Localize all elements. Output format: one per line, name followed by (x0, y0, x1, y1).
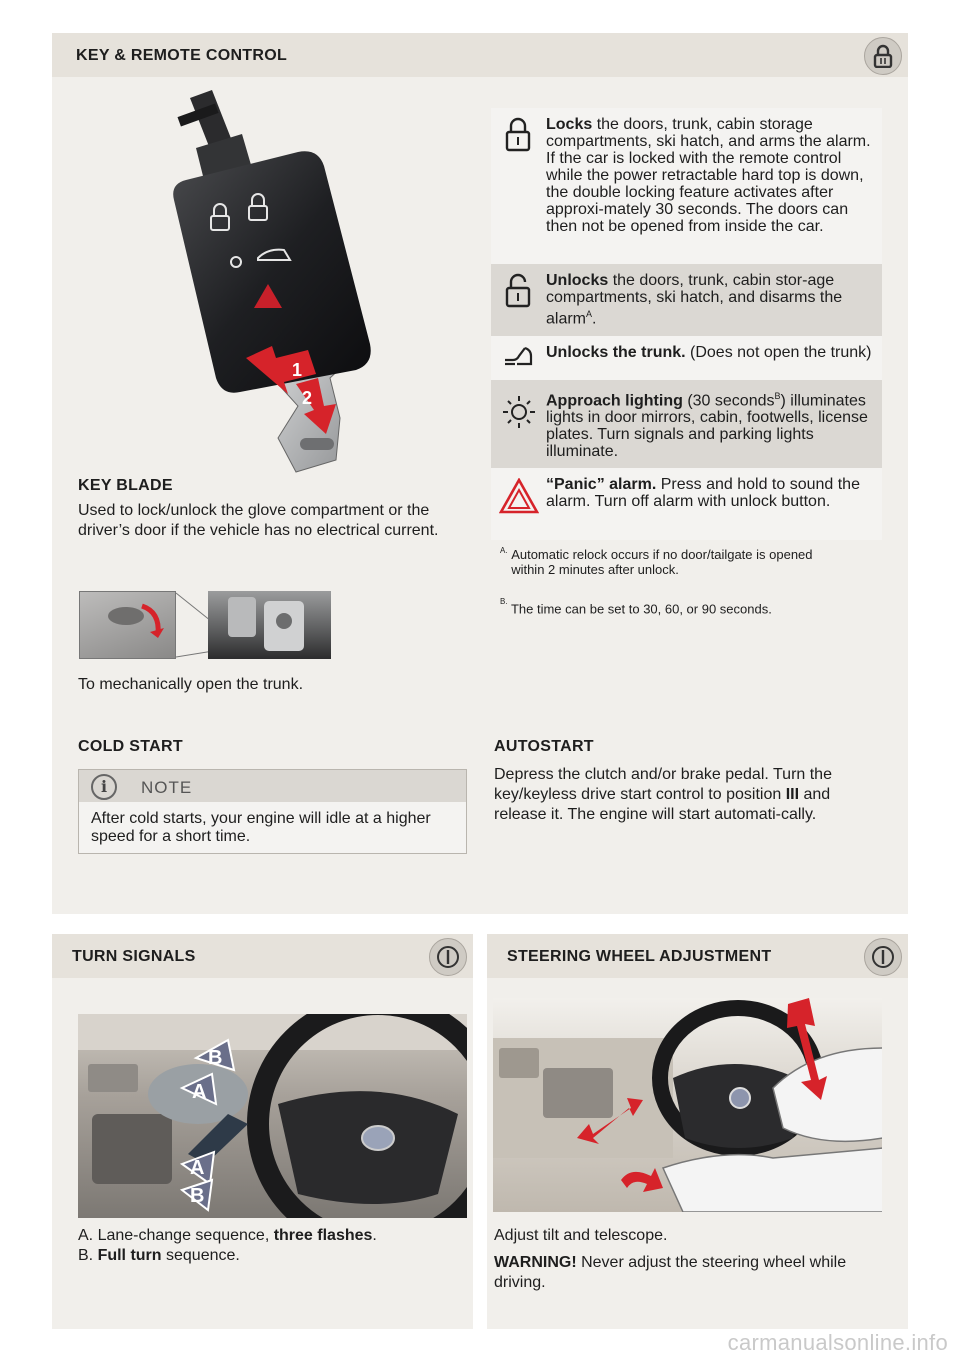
line-a-suffix: . (372, 1227, 377, 1244)
autostart-heading: AUTOSTART (494, 738, 594, 755)
panic-alarm-icon (499, 478, 539, 514)
feature-unlock-after: . (592, 310, 597, 328)
autostart-position: III (785, 786, 800, 803)
feature-lock-title: Locks (546, 116, 593, 133)
warning-text: Never adjust the steering wheel while driving. (494, 1254, 847, 1291)
turn-signal-photo (78, 1014, 467, 1218)
section-title: KEY & REMOTE CONTROL (76, 47, 288, 64)
autostart-text-part2: and release it. The engine will start automati-cally. (494, 786, 831, 823)
feature-approach-text: (30 seconds (682, 392, 775, 410)
trunk-lock-photo (208, 591, 331, 659)
line-a-prefix: A. Lane-change sequence, (78, 1227, 274, 1244)
feature-lock-text: the doors, trunk, cabin storage compartments, ski hatch, and arms the alarm. If the car is locked with the remote control while the power retractable hard top is down, the double locking feature activates after approxi-mately 30 seconds. The doors can then not be opened from inside the car. (546, 116, 871, 235)
steering-info-icon (864, 938, 902, 976)
key-blade-heading: KEY BLADE (78, 477, 173, 494)
autostart-text-part1: Depress the clutch and/or brake pedal. Turn the key/keyless drive start control to position (494, 766, 832, 803)
turn-signal-line-b (78, 1246, 240, 1266)
note-text: After cold starts, your engine will idle at a higher speed for a short time. (91, 810, 431, 845)
feature-panic-title: “Panic” alarm. (546, 476, 657, 493)
warning-label: WARNING! (494, 1254, 577, 1271)
footnote-b-mark: B. (500, 597, 508, 606)
cold-start-heading: COLD START (78, 738, 183, 755)
turn-signal-line-a (78, 1226, 377, 1246)
callout-2-label: 2 (302, 388, 313, 408)
steering-warning (494, 1253, 874, 1293)
feature-row-unlock (491, 264, 882, 336)
steering-info-icon (429, 938, 467, 976)
trunk-caption: To mechanically open the trunk. (78, 676, 304, 693)
callout-1-label: 1 (292, 360, 303, 380)
line-b-suffix: sequence. (161, 1247, 240, 1264)
footnote-ref-b: B (774, 391, 781, 401)
trunk-icon (499, 340, 539, 376)
label-b-upper: B (208, 1047, 223, 1069)
feature-row-panic (491, 468, 882, 540)
label-a-lower: A (190, 1157, 205, 1179)
section-title: STEERING WHEEL ADJUSTMENT (507, 948, 772, 965)
footnote-b (500, 598, 860, 616)
lock-closed-icon (499, 116, 539, 152)
feature-trunk-text: (Does not open the trunk) (685, 344, 872, 361)
key-remote-header (52, 33, 908, 77)
footnote-a (500, 547, 860, 577)
footnote-b-text: The time can be set to 30, 60, or 90 seconds. (510, 601, 772, 617)
autostart-text (494, 765, 884, 825)
feature-row-approach (491, 380, 882, 468)
label-b-lower: B (190, 1185, 205, 1207)
steering-header (487, 934, 908, 978)
turn-signals-header (52, 934, 473, 978)
footnote-ref-a: A (586, 309, 593, 319)
section-title: TURN SIGNALS (72, 948, 196, 965)
feature-approach-after: ) illuminates lights in door mirrors, cabin, footwells, license plates. Turn signals and parking lights illuminate. (546, 392, 868, 461)
feature-panic-text: Press and hold to sound the alarm. Turn off alarm with unlock button. (546, 476, 860, 510)
feature-unlock-text: the doors, trunk, cabin stor-age compartments, ski hatch, and disarms the alarm (546, 272, 843, 328)
key-fob-illustration (160, 88, 400, 478)
key-blade-text: Used to lock/unlock the glove compartment or the driver’s door if the vehicle has no electrical current. (78, 502, 439, 539)
feature-trunk-title: Unlocks the trunk. (546, 344, 686, 361)
info-icon: i (91, 774, 117, 800)
line-a-bold: three flashes (273, 1227, 373, 1244)
steering-caption: Adjust tilt and telescope. (494, 1227, 668, 1244)
feature-row-lock (491, 108, 882, 264)
padlock-icon (864, 37, 902, 75)
lock-open-icon (499, 272, 539, 308)
approach-light-icon (499, 394, 539, 430)
footnote-a-mark: A. (500, 546, 508, 555)
feature-row-trunk (491, 336, 882, 380)
feature-approach-title: Approach lighting (546, 392, 683, 410)
line-b-bold: Full turn (97, 1247, 162, 1264)
feature-unlock-title: Unlocks (546, 272, 609, 289)
note-label: NOTE (141, 778, 193, 797)
note-box (78, 769, 467, 854)
steering-wheel-photo (493, 998, 882, 1212)
trunk-button-thumbnail (79, 591, 176, 659)
line-b-prefix: B. (78, 1247, 98, 1264)
footnote-a-text: Automatic relock occurs if no door/tailgate is opened within 2 minutes after unlock. (511, 547, 813, 577)
watermark: carmanualsonline.info (727, 1330, 948, 1355)
label-a-upper: A (192, 1081, 207, 1103)
